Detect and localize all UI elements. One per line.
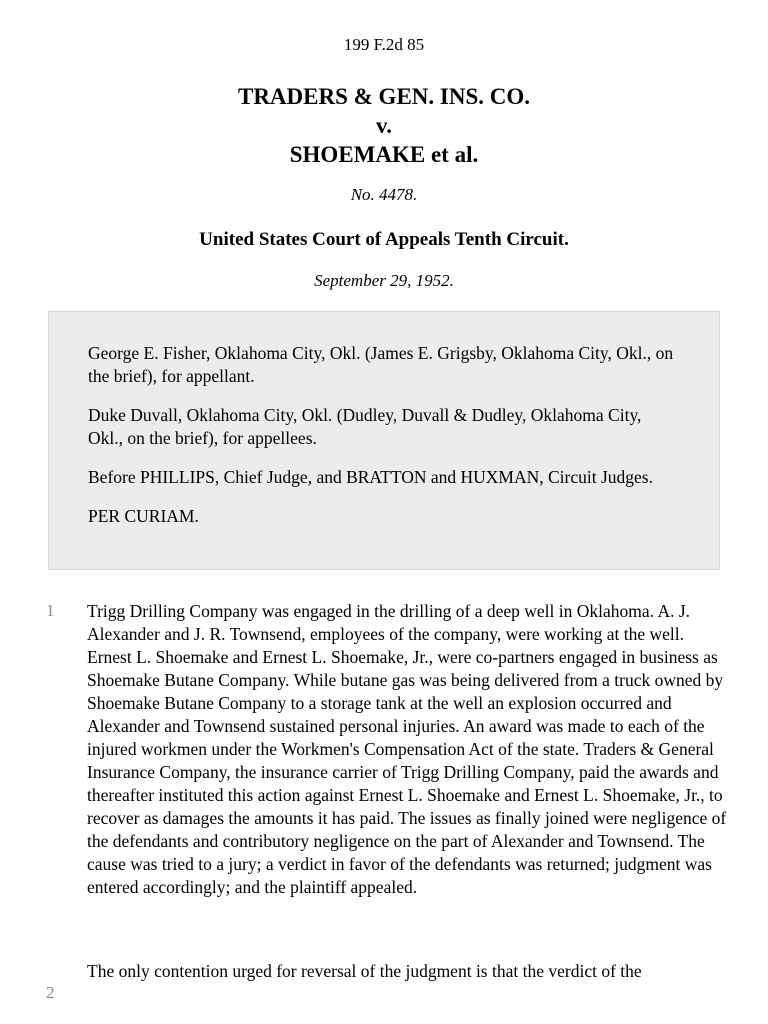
- appellee-counsel: Duke Duvall, Oklahoma City, Okl. (Dudley, Duvall & Dudley, Oklahoma City, Okl., on the brief), for appellees.: [88, 405, 642, 448]
- paragraph-text: The only contention urged for reversal of the judgment is that the verdict of the: [87, 961, 642, 981]
- court-name: United States Court of Appeals Tenth Circuit.: [199, 229, 569, 250]
- decision-date: September 29, 1952.: [314, 271, 454, 290]
- counsel-box: [48, 311, 720, 570]
- paragraph-number: 1: [46, 601, 55, 620]
- opinion-paragraph: [87, 600, 727, 899]
- per-curiam: PER CURIAM.: [88, 506, 199, 526]
- case-citation: 199 F.2d 85: [343, 35, 425, 54]
- versus-label: v.: [376, 113, 392, 138]
- case-title: [0, 82, 768, 169]
- appellant-counsel: George E. Fisher, Oklahoma City, Okl. (James E. Grigsby, Oklahoma City, Okl., on the brief), for appellant.: [88, 343, 674, 386]
- paragraph-number: 2: [46, 983, 55, 1002]
- panel-judges: Before PHILLIPS, Chief Judge, and BRATTON and HUXMAN, Circuit Judges.: [88, 467, 653, 487]
- opinion-paragraph: [87, 960, 727, 983]
- appellee-name: SHOEMAKE et al.: [289, 142, 479, 167]
- docket-number: No. 4478.: [350, 185, 418, 204]
- paragraph-text: Trigg Drilling Company was engaged in the drilling of a deep well in Oklahoma. A. J. Alexander and J. R. Townsend, employees of the company, were working at the well. Ernest L. Shoemake and Ernest L. Shoemake, Jr., were co-partners engaged in business as Shoemake Butane Company. While butane gas was being delivered from a truck owned by Shoemake Butane Company to a storage tank at the well an explosion occurred and Alexander and Townsend sustained personal injuries. An award was made to each of the injured workmen under the Workmen's Compensation Act of the state. Traders & General Insurance Company, the insurance carrier of Trigg Drilling Company, paid the awards and thereafter instituted this action against Ernest L. Shoemake and Ernest L. Shoemake, Jr., to recover as damages the amounts it has paid. The issues as finally joined were negligence of the defendants and contributory negligence on the part of Alexander and Townsend. The cause was tried to a jury; a verdict in favor of the defendants was returned; judgment was entered accordingly; and the plaintiff appealed.: [87, 601, 727, 897]
- appellant-name: TRADERS & GEN. INS. CO.: [237, 84, 530, 109]
